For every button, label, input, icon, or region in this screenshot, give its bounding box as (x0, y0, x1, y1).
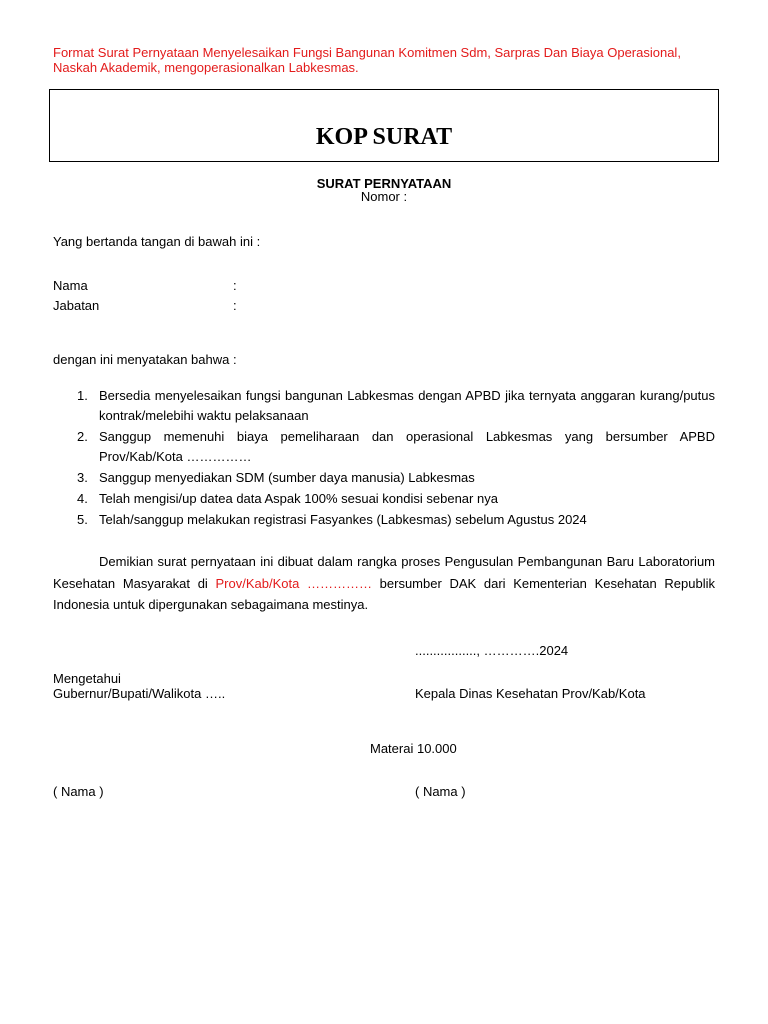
right-signatory-name: ( Nama ) (415, 784, 466, 799)
list-item-text: Bersedia menyelesaikan fungsi bangunan Labkesmas dengan APBD jika ternyata anggaran kurang/putus kontrak/melebihi waktu pelaksanaan (99, 388, 715, 423)
closing-highlight: Prov/Kab/Kota …………… (215, 575, 372, 591)
list-item-number: 5. (77, 512, 88, 527)
closing-text-part1: Demikian surat pernyataan ini dibuat dalam rangka proses Pengusulan Pembangunan Baru Laboratorium Kesehatan Masyarakat di (53, 554, 715, 591)
document-title: SURAT PERNYATAAN (316, 176, 452, 191)
list-item-number: 4. (77, 491, 88, 506)
document-number-label: Nomor : (360, 189, 408, 204)
list-item-text: Sanggup menyediakan SDM (sumber daya manusia) Labkesmas (99, 470, 475, 485)
list-item-number: 2. (77, 429, 88, 444)
list-item (53, 510, 715, 530)
left-signatory-name: ( Nama ) (53, 784, 104, 799)
acknowledge-label: Mengetahui (53, 671, 121, 686)
statement-list (53, 386, 715, 530)
list-item-text: Telah/sanggup melakukan registrasi Fasyankes (Labkesmas) sebelum Agustus 2024 (99, 512, 587, 527)
letterhead-box (49, 89, 719, 162)
list-item (53, 427, 715, 467)
letterhead-title: KOP SURAT (315, 124, 453, 150)
stamp-duty-label: Materai 10.000 (370, 741, 457, 756)
governor-title: Gubernur/Bupati/Walikota ….. (53, 686, 226, 701)
template-note: Format Surat Pernyataan Menyelesaikan Fungsi Bangunan Komitmen Sdm, Sarpras Dan Biaya Operasional, Naskah Akademik, mengoperasionalkan Labkesmas. (53, 45, 681, 75)
list-item-text: Sanggup memenuhi biaya pemeliharaan dan operasional Labkesmas yang bersumber APBD Prov/Kab/Kota …………… (99, 429, 715, 464)
list-item (53, 468, 715, 488)
closing-paragraph (53, 551, 715, 616)
list-item-number: 3. (77, 470, 88, 485)
health-office-head-title: Kepala Dinas Kesehatan Prov/Kab/Kota (415, 686, 646, 701)
date-line: ................., ………….2024 (415, 643, 569, 658)
list-item-number: 1. (77, 388, 88, 403)
list-item-text: Telah mengisi/up datea data Aspak 100% sesuai kondisi sebenar nya (99, 491, 498, 506)
field-separator-nama: : (233, 278, 237, 293)
closing-text-part2: bersumber DAK dari Kementerian Kesehatan Republik Indonesia untuk dipergunakan sebagaimana mestinya. (53, 575, 715, 612)
field-separator-jabatan: : (233, 298, 237, 313)
list-item (53, 489, 715, 509)
field-label-nama: Nama (53, 278, 88, 293)
intro-text: Yang bertanda tangan di bawah ini : (53, 234, 261, 249)
field-label-jabatan: Jabatan (53, 298, 100, 313)
list-item (53, 386, 715, 426)
statement-intro: dengan ini menyatakan bahwa : (53, 352, 237, 367)
